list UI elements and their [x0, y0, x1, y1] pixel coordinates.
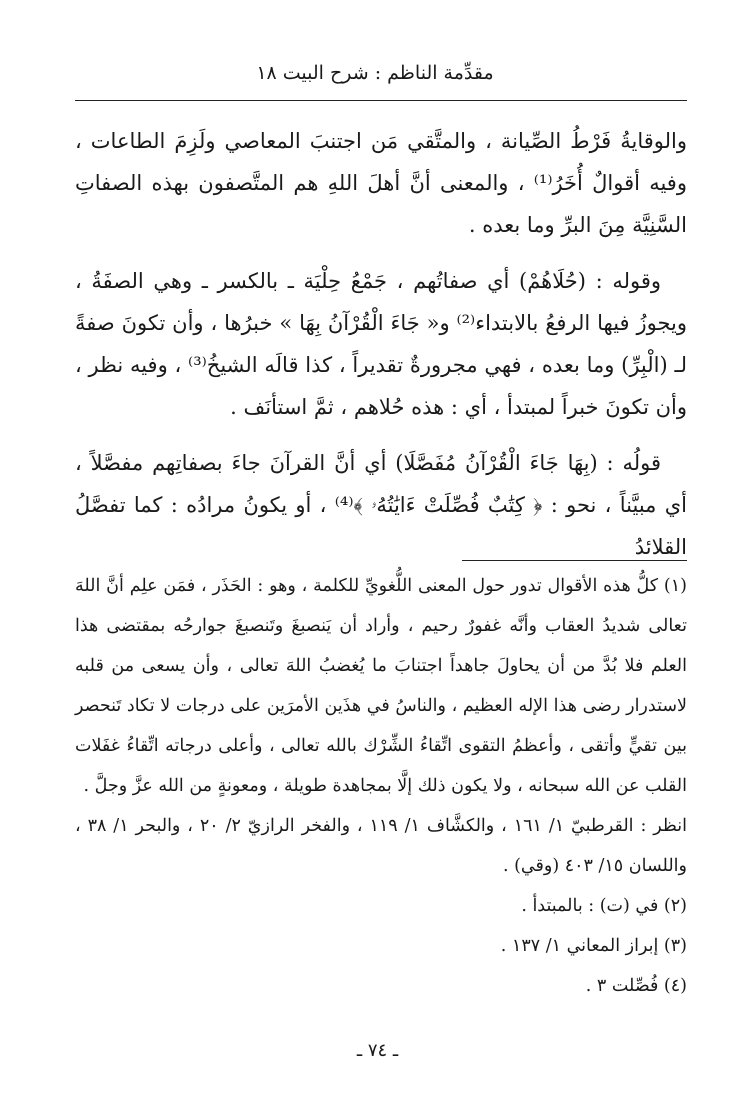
footnote: (٢) في (ت) : بالمبتدأ . — [521, 896, 687, 916]
main-text — [75, 120, 687, 582]
footnote-rule — [462, 560, 687, 561]
paragraph: قولُه : (بِهَا جَاءَ الْقُرْآنُ مُفَصَّلَا) أي أنَّ القرآنَ جاءَ بصفاتِهم مفصَّلاً ، أي مبيَّناً ، نحو : ﴿ كِتَٰبٌ فُصِّلَتْ ءَايَٰتُهُۥ ﴾⁽⁴⁾ ، أو يكونُ مرادُه : كما تفصَّلُ القلائدُ — [75, 451, 687, 559]
paragraph: وقوله : (حُلَاهُمْ) أي صفاتُهم ، جَمْعُ حِلْيَة ـ بالكسر ـ وهي الصفَةُ ، ويجوزُ فيها الرفعُ بالابتداء⁽²⁾ و« جَاءَ الْقُرْآنُ بِهَا » خبرُها ، وأن تكونَ صفةً لـ (الْبِرِّ) وما بعده ، فهي مجرورةٌ تقديراً ، كذا قالَه الشيخُ⁽³⁾ ، وفيه نظر ، وأن تكونَ خبراً لمبتدأ ، أي : هذه حُلاهم ، ثمَّ استأنَف . — [75, 269, 687, 419]
running-header: مقدِّمة الناظم : شرح البيت ١٨ — [256, 62, 494, 84]
header-rule — [75, 100, 687, 101]
page-number: ـ ٧٤ ـ — [356, 1040, 399, 1061]
footnotes — [75, 566, 687, 1006]
footnote: (٣) إبراز المعاني ١/ ١٣٧ . — [500, 936, 687, 956]
footnote: انظر : القرطبيّ ١/ ١٦١ ، والكشَّاف ١/ ١١٩ ، والفخر الرازيّ ٢/ ٢٠ ، والبحر ١/ ٣٨ ، واللسان ١٥/ ٤٠٣ (وقي) . — [75, 816, 687, 876]
footnote: (١) كلُّ هذه الأقوال تدور حول المعنى اللُّغويِّ للكلمة ، وهو : الحَذَر ، فمَن علِم أنَّ اللهَ تعالى شديدُ العقاب وأنَّه غفورٌ رحيم ، وأراد أن يَنصبغَ وتَنصبغَ جوارحُه بمقتضى هذا العلم فلا بُدَّ من أن يحاولَ جاهداً اجتنابَ ما يُغضبُ اللهَ تعالى ، وأن يسعى من قلبه لاستدرار رضى هذا الإله العظيم ، والناسُ في هذَين الأمرَين على درجات لا تكاد تَنحصر بين تقيٍّ وأتقى ، وأعظمُ التقوى اتِّقاءُ الشِّرْك بالله تعالى ، وأعلى درجاته اتِّقاءُ غفَلات القلب عن الله سبحانه ، ولا يكون ذلك إلَّا بمجاهدة طويلة ، ومعونةٍ من الله عزَّ وجلَّ . — [75, 576, 687, 796]
footnote: (٤) فُصِّلت ٣ . — [585, 976, 687, 996]
paragraph: والوقايةُ فَرْطُ الصِّيانة ، والمتَّقي مَن اجتنبَ المعاصي ولَزِمَ الطاعات ، وفيه أقوالٌ أُخَرُ⁽¹⁾ ، والمعنى أنَّ أهلَ اللهِ هم المتَّصفون بهذه الصفاتِ السَّنِيَّة مِنَ البرِّ وما بعده . — [75, 129, 687, 237]
